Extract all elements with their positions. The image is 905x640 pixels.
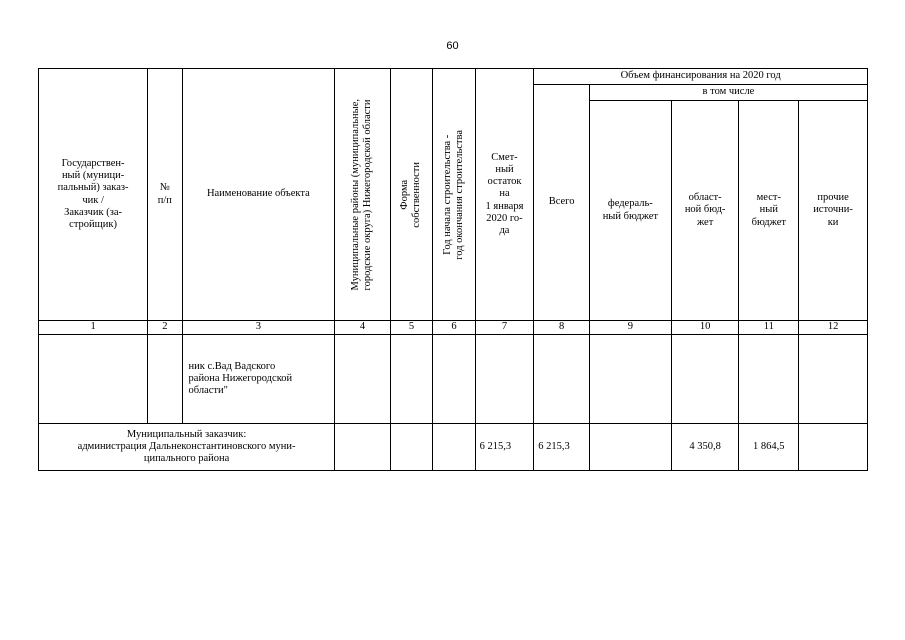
cell-ownership — [390, 335, 432, 424]
header-estimated-balance: Смет- ный остаток на 1 января 2020 го- да — [475, 69, 534, 321]
header-funding-volume: Объем финансирования на 2020 год — [534, 69, 868, 85]
summary-regional: 4 350,8 — [671, 424, 739, 471]
cell-other — [799, 335, 868, 424]
summary-row — [39, 424, 868, 471]
header-total: Всего — [534, 85, 590, 321]
column-number: 4 — [335, 321, 391, 335]
cell-num — [148, 335, 182, 424]
funding-table — [38, 68, 868, 471]
cell-object-name: ник с.Вад Вадского района Нижегородской области" — [182, 335, 335, 424]
cell-years — [433, 335, 475, 424]
cell-local — [739, 335, 799, 424]
summary-total: 6 215,3 — [534, 424, 590, 471]
column-number: 5 — [390, 321, 432, 335]
column-number: 6 — [433, 321, 475, 335]
header-num: № п/п — [148, 69, 182, 321]
summary-customer-label: Муниципальный заказчик: администрация Дальнеконстантиновского муни- ципального района — [39, 424, 335, 471]
summary-estimated-balance: 6 215,3 — [475, 424, 534, 471]
summary-federal — [589, 424, 671, 471]
column-number: 12 — [799, 321, 868, 335]
column-number: 8 — [534, 321, 590, 335]
column-number: 1 — [39, 321, 148, 335]
header-ownership-text: Форма собственности — [399, 161, 423, 228]
header-regional: област- ной бюд- жет — [671, 101, 739, 321]
summary-districts — [335, 424, 391, 471]
cell-total — [534, 335, 590, 424]
header-other: прочие источни- ки — [799, 101, 868, 321]
header-including: в том числе — [589, 85, 867, 101]
cell-customer — [39, 335, 148, 424]
column-number: 2 — [148, 321, 182, 335]
header-federal: федераль- ный бюджет — [589, 101, 671, 321]
header-districts — [335, 69, 391, 321]
header-local: мест- ный бюджет — [739, 101, 799, 321]
column-numbers-row — [39, 321, 868, 335]
header-ownership — [390, 69, 432, 321]
header-object-name: Наименование объекта — [182, 69, 335, 321]
header-districts-text: Муниципальные районы (муниципальные, городские округа) Нижегородской области — [350, 98, 374, 291]
summary-years — [433, 424, 475, 471]
continuation-row — [39, 335, 868, 424]
cell-federal — [589, 335, 671, 424]
header-years-text: Год начала строительства - год окончания строительства — [441, 129, 465, 260]
header-customer: Государствен- ный (муници- пальный) заказ- чик / Заказчик (за- стройщик) — [39, 69, 148, 321]
column-number: 9 — [589, 321, 671, 335]
page-number: 60 — [446, 40, 459, 52]
cell-districts — [335, 335, 391, 424]
cell-regional — [671, 335, 739, 424]
summary-ownership — [390, 424, 432, 471]
column-number: 10 — [671, 321, 739, 335]
header-years — [433, 69, 475, 321]
column-number: 3 — [182, 321, 335, 335]
column-number: 7 — [475, 321, 534, 335]
summary-other — [799, 424, 868, 471]
cell-estimated-balance — [475, 335, 534, 424]
column-number: 11 — [739, 321, 799, 335]
summary-local: 1 864,5 — [739, 424, 799, 471]
